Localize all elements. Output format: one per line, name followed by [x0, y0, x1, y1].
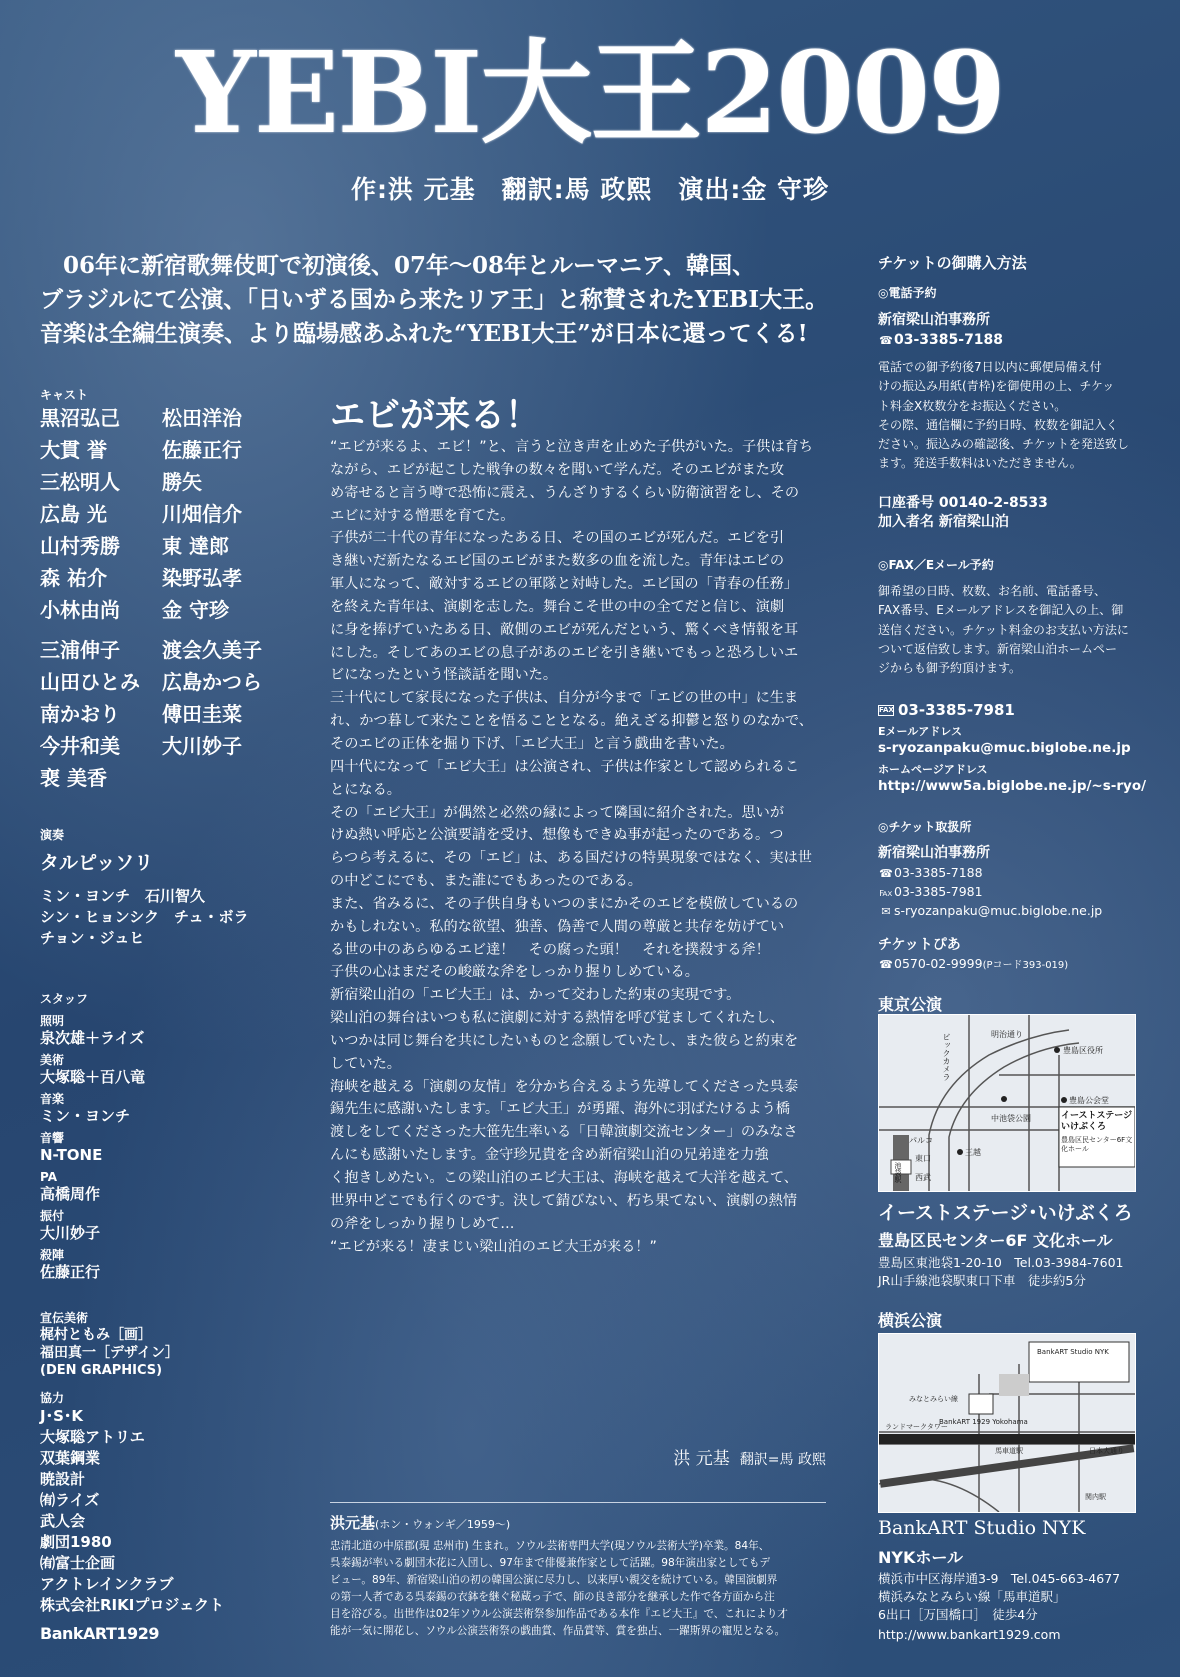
essay-line: く抱きしめたい。この梁山泊のエビ大王は、海峡を越えて大洋を越えて、 [330, 1170, 798, 1186]
essay-line: を終えた青年は、演劇を志した。舞台こそ世の中の全てだと信じ、演劇 [330, 598, 785, 615]
staff-role: PA [40, 1170, 57, 1184]
cast-member: 東 達郎 [162, 534, 229, 558]
phone-notes [878, 358, 1129, 474]
yokohama-access-1: 横浜みなとみらい線「馬車道駅」 [878, 1589, 1066, 1604]
tokyo-hall: 豊島区民センター6F 文化ホール [878, 1231, 1113, 1250]
essay-line: る世の中のあらゆるエビ達！ その腐った頭！ それを撲殺する斧！ [330, 941, 770, 958]
phone-note-line: 電話での御予約後7日以内に郵便局備え付 [878, 360, 1102, 374]
publicity-line: 福田真一［デザイン］ [40, 1345, 180, 1361]
essay-line: そのエビの正体を掘り下げ、「エビ大王」と言う戯曲を書いた。 [330, 735, 734, 752]
outlet-office: 新宿梁山泊事務所 [878, 845, 990, 861]
office-name: 新宿梁山泊事務所 [878, 312, 990, 328]
staff-name: 佐藤正行 [40, 1263, 101, 1281]
homepage-label: ホームページアドレス [878, 763, 988, 776]
fax-line [878, 700, 1015, 720]
map-label: ビックカメラ [942, 1033, 951, 1081]
coop-member: ㈲ライズ [40, 1491, 100, 1509]
staff-role: 協力 [40, 1391, 65, 1405]
bio-line: 目を浴びる。出世作は02年ソウル公演芸術祭参加作品である本作『エビ大王』で、これにより才 [330, 1608, 788, 1620]
map-label: みなとみらい線 [909, 1395, 958, 1403]
phone-icon: ☎ [879, 867, 893, 880]
cast-row [40, 730, 284, 762]
cast-member: 南かおり [40, 702, 120, 726]
staff-heading: スタッフ [40, 992, 89, 1006]
essay-line: め寄せると言う噂で恐怖に震え、うんざりするくらい防衛演習をし、その [330, 484, 800, 501]
cast-row [40, 434, 284, 466]
cast-member: 広島 光 [40, 502, 107, 526]
cast-row [40, 498, 284, 530]
cast-member: 川畑信介 [162, 502, 242, 526]
map-venue-sub: 豊島区民センター6F文化ホール [1061, 1136, 1133, 1153]
fax-number: 03-3385-7981 [898, 701, 1015, 719]
cast-list-2 [40, 634, 284, 794]
essay-line: ビになったという怪談話を聞いた。 [330, 667, 558, 684]
author-name: 洪 元基 [673, 1449, 730, 1469]
cast-member: 勝矢 [162, 470, 202, 494]
divider [330, 1502, 826, 1503]
essay-title: エビが来る！ [330, 395, 541, 436]
phone-note-line: ト料金X枚数分をお振込ください。 [878, 398, 1067, 413]
fax-heading: ◎FAX／Eメール予約 [878, 558, 994, 572]
essay-line: らつら考えるに、その「エビ」は、ある国だけの特異現象ではなく、実は世 [330, 850, 812, 867]
essay-line: き継いだ新たなるエビ国のエビがまた数多の血を流した。青年はエビの [330, 553, 785, 570]
essay-line: 錫先生に感謝いたします。「エビ大王」が勇躍、海外に羽ばたけるよう橋 [330, 1101, 790, 1118]
tokyo-access: JR山手線池袋駅東口下車 徒歩約5分 [878, 1273, 1086, 1288]
essay-line: んにも感謝いたします。金守珍兄貴を含め新宿梁山泊の兄弟達を力強 [330, 1147, 769, 1164]
staff-role: 音響 [40, 1131, 65, 1145]
yokohama-venue: BankART Studio NYK [878, 1517, 1086, 1539]
coop-member: 株式会社RIKIプロジェクト [40, 1596, 225, 1614]
essay-line: にした。そしてあのエビの息子があのエビを引き継いでもっと恐ろしいエ [330, 644, 799, 661]
essay-line: いつかは同じ舞台を共にしたいものと念願していたし、また彼らと約束を [330, 1032, 799, 1049]
cast-row [40, 594, 284, 626]
essay-line: 世界中どこでも行くのです。決して錆びない、朽ち果てない、演劇の熱情 [330, 1192, 798, 1209]
coop-member: 劇団1980 [40, 1533, 112, 1551]
fax-note-line: 送信ください。チケット料金のお支払い方法に [878, 622, 1129, 637]
music-heading: 演奏 [40, 828, 65, 842]
staff-role: 宣伝美術 [40, 1311, 89, 1325]
cooperation-block [40, 1391, 224, 1616]
cast-row [40, 466, 284, 498]
bio-heading [330, 1512, 510, 1533]
essay-line: “エビが来るよ、エビ！”と、言うと泣き声を止めた子供がいた。子供は育ち [330, 439, 813, 455]
phone-line [878, 330, 1003, 351]
cast-member: 大川妙子 [162, 734, 242, 758]
cast-member: 山村秀勝 [40, 534, 120, 558]
cast-heading: キャスト [40, 388, 89, 402]
staff-role: 殺陣 [40, 1248, 65, 1262]
map-label: BankART Studio NYK [1037, 1348, 1109, 1356]
bio-line: 忠清北道の中原郡(現 忠州市) 生まれ。ソウル芸術専門大学(現ソウル芸術大学)卒業。84年、 [330, 1540, 770, 1552]
essay-line: とになる。 [330, 781, 401, 798]
staff-role: 音楽 [40, 1092, 65, 1106]
coop-member: 双葉鋼業 [40, 1449, 101, 1467]
credits-line: 作:洪 元基 翻訳:馬 政熙 演出:金 守珍 [350, 175, 830, 204]
staff-name: 高橋周作 [40, 1185, 101, 1203]
essay-text [330, 436, 826, 1258]
cast-list-1 [40, 402, 284, 626]
essay-signature [330, 1444, 826, 1469]
bio-reading: (ホン・ウォンギ／1959〜) [375, 1518, 511, 1531]
pia-code: (Pコード393-019) [982, 960, 1069, 971]
account-number: 口座番号 00140-2-8533 [878, 495, 1048, 511]
cast-member [162, 762, 284, 794]
map-label: BankART 1929 Yokohama [939, 1418, 1028, 1426]
staff-name: 泉次雄＋ライズ [40, 1029, 145, 1047]
intro-line: 06年に新宿歌舞伎町で初演後、07年〜08年とルーマニア、韓国、 [40, 252, 756, 279]
map-label: 豊島公会堂 [1069, 1096, 1109, 1105]
essay-line: 四十代になって「エビ大王」は公演され、子供は作家として認められるこ [330, 758, 800, 775]
map-label: 三越 [965, 1148, 981, 1157]
essay-line: 新宿梁山泊の「エビ大王」は、かって交わした約束の実現です。 [330, 987, 741, 1004]
cast-member: 金 守珍 [162, 598, 229, 622]
cast-member: 渡会久美子 [162, 638, 262, 662]
pia-line [878, 954, 1068, 975]
yokohama-heading: 横浜公演 [878, 1311, 943, 1330]
staff-name: N-TONE [40, 1146, 103, 1164]
fax-icon: ℻ [879, 886, 893, 899]
essay-line: 渡しをしてくださった大笹先生率いる「日韓演劇交流センター」のみなさ [330, 1124, 798, 1141]
publicity-line: (DEN GRAPHICS) [40, 1363, 163, 1378]
bio-line: ビュー。89年、新宿梁山泊の初の韓国公演に尽力し、以来厚い親交を続けている。韓国演劇界 [330, 1574, 778, 1586]
map-label: 西武 [915, 1173, 931, 1182]
fax-note-line: FAX番号、Eメールアドレスを御記入の上、御 [878, 603, 1124, 618]
homepage-url[interactable]: http://www5a.biglobe.ne.jp/~s-ryo/ [878, 778, 1147, 794]
pia-phone: 0570-02-9999 [894, 956, 983, 971]
map-label: 馬車道駅 [995, 1447, 1023, 1455]
coop-member: 大塚聡アトリエ [40, 1428, 145, 1446]
yokohama-address: 横浜市中区海岸通3-9 Tel.045-663-4677 [878, 1571, 1121, 1586]
essay-line: 海峡を越える「演劇の友情」を分かち合えるよう先導してくださった呉泰 [330, 1078, 799, 1095]
phone-note-line: ます。発送手数料はいただきません。 [878, 456, 1082, 471]
map-label: 日本大通り [1089, 1447, 1124, 1455]
staff-list [40, 1014, 145, 1287]
fax-note-line: ついて返信致します。新宿梁山泊ホームペー [878, 641, 1118, 656]
bankart-logo: BankART1929 [40, 1624, 159, 1643]
essay-line: かもしれない。私的な欲望、独善、偽善で人間の尊厳と共存を妨げてい [330, 918, 785, 935]
essay-line: 梁山泊の舞台はいつも私に演劇に対する熱情を呼び覚ましてくれたし、 [330, 1010, 785, 1027]
cast-row [40, 562, 284, 594]
intro-text [40, 249, 840, 351]
phone-note-line: けの振込み用紙(青枠)を御使用の上、チケッ [878, 379, 1115, 394]
fax-icon: FAX [879, 706, 894, 714]
phone-number: 03-3385-7188 [894, 332, 1004, 348]
essay-line: 軍人になって、敵対するエビの軍隊と対峙した。エビ国の「青春の任務」 [330, 576, 798, 593]
staff-name: ミン・ヨンチ [40, 1107, 131, 1125]
map-label: 関内駅 [1085, 1493, 1106, 1501]
yokohama-url[interactable]: http://www.bankart1929.com [878, 1627, 1061, 1642]
essay-line: 子供が二十代の青年になったある日、その国のエビが死んだ。エビを引 [330, 530, 785, 547]
cast-member: 裵 美香 [40, 766, 107, 790]
cast-member: 佐藤正行 [162, 438, 242, 462]
outlet-fax-line [878, 882, 983, 902]
band-members [40, 886, 249, 949]
coop-member: アクトレインクラブ [40, 1575, 174, 1593]
map-label: 東口 [915, 1154, 931, 1163]
map-label: 中池袋公園 [991, 1114, 1031, 1123]
map-label: 豊島区役所 [1063, 1046, 1103, 1055]
bio-line: 能が一気に開花し、ソウル公演芸術祭の戯曲賞、作品賞等、賞を独占、一躍斯界の寵児となる。 [330, 1625, 786, 1637]
essay-line: していた。 [330, 1055, 401, 1072]
essay-line: に身を捧げていたある日、敵側のエビが死んだという、驚くべき情報を耳 [330, 621, 799, 638]
outlet-email[interactable]: s-ryozanpaku@muc.biglobe.ne.jp [894, 903, 1103, 918]
outlet-fax: 03-3385-7981 [894, 884, 983, 899]
payee-name: 加入者名 新宿梁山泊 [878, 514, 1009, 530]
band-name: タルピッソリ [40, 852, 154, 874]
phone-note-line: ださい。振込みの確認後、チケットを発送致し [878, 437, 1129, 452]
cast-member: 傅田圭菜 [162, 702, 242, 726]
tokyo-venue: イーストステージ･いけぶくろ [878, 1202, 1133, 1224]
cast-member: 三浦伸子 [40, 638, 120, 662]
yokohama-hall: NYKホール [878, 1548, 964, 1567]
essay-line: の中どこにでも、また誰にでもあったのである。 [330, 873, 642, 890]
publicity-block [40, 1311, 179, 1380]
cast-row [40, 666, 284, 698]
band-member-line: チョン・ジュヒ [40, 929, 145, 947]
outlet-phone-line [878, 863, 983, 883]
cast-row [40, 530, 284, 562]
coop-member: J･S･K [40, 1407, 84, 1425]
yokohama-map [878, 1333, 1136, 1513]
cast-member: 広島かつら [162, 670, 262, 694]
intro-line: ブラジルにて公演、「日いずる国から来たリア王」と称賛されたYEBI大王。 [40, 286, 829, 313]
essay-line: ながら、エビが起こした戦争の数々を聞いて学んだ。そのエビがまた攻 [330, 461, 785, 478]
fax-note-line: ジからも御予約頂けます。 [878, 661, 1022, 676]
phone-note-line: その際、通信欄に予約日時、枚数を御記入く [878, 417, 1119, 432]
fax-notes [878, 582, 1129, 678]
staff-name: 大塚聡＋百八竜 [40, 1068, 146, 1086]
cast-member: 大貫 誉 [40, 438, 107, 462]
cast-row [40, 698, 284, 730]
map-label: ランドマークタワー [885, 1423, 948, 1431]
essay-line: また、省みるに、その子供自身もいつのまにかそのエビを模倣しているの [330, 895, 799, 912]
map-label: パルコ [909, 1136, 933, 1145]
cast-member: 山田ひとみ [40, 670, 140, 694]
essay-line: “エビが来る！凄まじい梁山泊のエビ大王が来る！” [330, 1238, 657, 1255]
email-label: Eメールアドレス [878, 725, 962, 738]
cast-row [40, 634, 284, 666]
pia-label: チケットぴあ [878, 937, 961, 953]
tokyo-heading: 東京公演 [878, 995, 943, 1014]
map-label: 明治通り [991, 1030, 1023, 1039]
tokyo-address: 豊島区東池袋1-20-10 Tel.03-3984-7601 [878, 1255, 1124, 1270]
fax-note-line: 御希望の日時、枚数、お名前、電話番号、 [878, 584, 1107, 598]
staff-role: 照明 [40, 1014, 65, 1028]
cast-row [40, 762, 284, 794]
coop-member: 武人会 [40, 1512, 86, 1530]
yokohama-access-2: 6出口［万国橋口］ 徒歩4分 [878, 1607, 1038, 1622]
ticket-heading: チケットの御購入方法 [878, 254, 1027, 272]
coop-member: ㈲富士企画 [40, 1554, 116, 1572]
essay-line: その「エビ大王」が偶然と必然の縁によって隣国に紹介された。思いが [330, 804, 785, 821]
staff-role: 振付 [40, 1209, 65, 1223]
essay-line: けぬ熱い呼応と公演要請を受け、想像もできぬ事が起ったのである。つ [330, 827, 784, 844]
bio-text [330, 1538, 830, 1640]
bio-line: 呉泰錫が率いる劇団木花に入団し、97年まで俳優兼作家として活躍。98年演出家としてもデ [330, 1557, 771, 1569]
tokyo-map [878, 1014, 1136, 1192]
band-member-line: ミン・ヨンチ 石川智久 [40, 887, 206, 905]
bio-line: の第一人者である呉泰錫の衣鉢を継ぐ秘蔵っ子で、師の良き部分を継承した作で各方面から注 [330, 1591, 775, 1603]
mail-icon: ✉ [881, 905, 891, 918]
cast-row [40, 402, 284, 434]
cast-member: 染野弘孝 [162, 566, 242, 590]
bio-name: 洪元基 [330, 1514, 376, 1532]
publicity-line: 梶村ともみ［画］ [40, 1327, 152, 1343]
cast-member: 黒沼弘己 [40, 406, 120, 430]
cast-member: 森 祐介 [40, 566, 107, 590]
cast-member: 小林由尚 [40, 598, 120, 622]
cast-member: 三松明人 [40, 470, 120, 494]
essay-line: 三十代にして家長になった子供は、自分が今まで「エビの世の中」に生ま [330, 690, 799, 707]
poster-title: YEBI大王2009 [175, 28, 1005, 159]
cast-member: 今井和美 [40, 734, 120, 758]
translator-credit: 翻訳=馬 政熙 [739, 1452, 826, 1468]
phone-icon: ☎ [879, 334, 893, 347]
essay-line: エビに対する憎悪を育てた。 [330, 507, 515, 524]
map-venue-label: イーストステージいけぶくろ [1061, 1111, 1133, 1132]
essay-line: 子供の心はまだその峻厳な斧をしっかり握りしめている。 [330, 964, 699, 981]
essay-line: れ、かつ暮して来たことを悟ることとなる。絶えざる抑鬱と怒りのなかで、 [330, 713, 813, 730]
outlet-phone: 03-3385-7188 [894, 865, 983, 880]
staff-name: 大川妙子 [40, 1224, 101, 1242]
phone-heading: ◎電話予約 [878, 286, 937, 300]
band-member-line: シン・ヒョンシク チュ・ボラ [40, 908, 249, 926]
map-station: 池袋駅 [894, 1162, 902, 1183]
coop-member: 暁設計 [40, 1470, 86, 1488]
staff-role: 美術 [40, 1053, 65, 1067]
email-address[interactable]: s-ryozanpaku@muc.biglobe.ne.jp [878, 740, 1131, 756]
phone-icon: ☎ [879, 958, 893, 971]
outlet-email-line [878, 901, 1102, 921]
outlet-heading: ◎チケット取扱所 [878, 820, 972, 834]
cast-member: 松田洋治 [162, 406, 242, 430]
intro-line: 音楽は全編生演奏、より臨場感あふれた“YEBI大王”が日本に還ってくる! [40, 320, 808, 347]
essay-line: の斧をしっかり握りしめて… [330, 1215, 515, 1232]
